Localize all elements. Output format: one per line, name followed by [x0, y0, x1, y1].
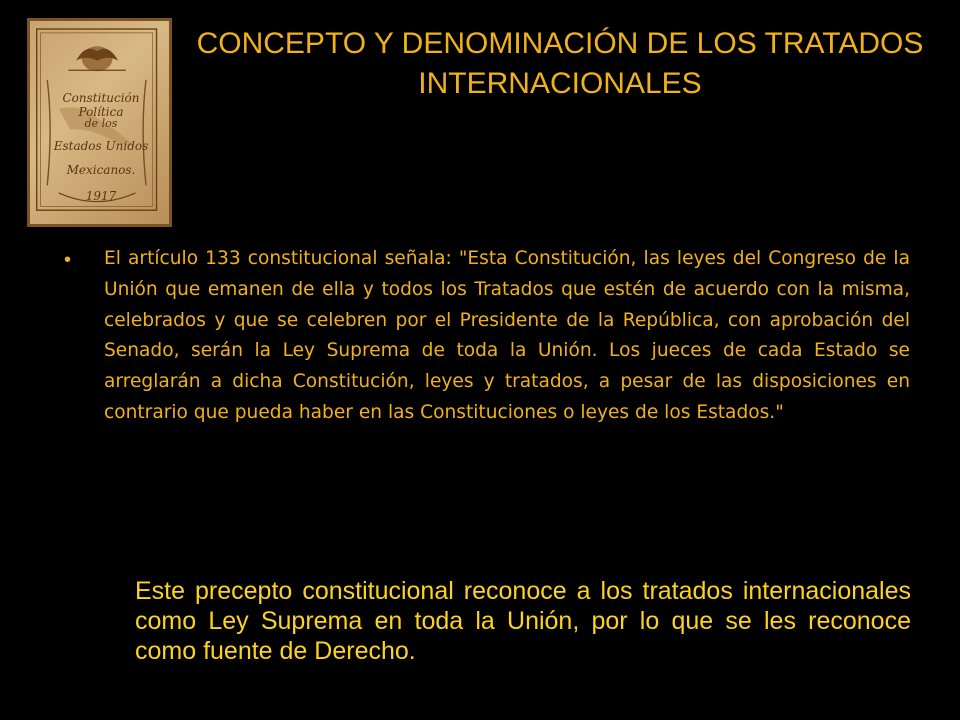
slide-title: CONCEPTO Y DENOMINACIÓN DE LOS TRATADOS INTERNACIONALES [196, 27, 924, 100]
bullet-marker: • [64, 249, 72, 271]
conclusion-note: Este precepto constitucional reconoce a los tratados internacionales como Ley Suprema en toda la Unión, por lo que se les reconoce como fuente de Derecho. [135, 577, 911, 665]
logo-line-3: Estados Unidos [53, 139, 149, 153]
logo-line-5: 1917 [85, 189, 117, 203]
logo-line-4: Mexicanos. [66, 163, 136, 177]
logo-line-2: de los [84, 117, 118, 130]
bullet-item [64, 244, 910, 429]
bullet-text-article-133: El artículo 133 constitucional señala: "Esta Constitución, las leyes del Congreso de la Unión que emanen de ella y todos los Tratados que estén de acuerdo con la misma, celebrados y que se celebren por el Presidente de la República, con aprobación del Senado, serán la Ley Suprema de toda la Unión. Los jueces de cada Estado se arreglarán a dicha Constitución, leyes y tratados, a pesar de las disposiciones en contrario que pueda haber en las Constituciones o leyes de los Estados." [104, 248, 910, 423]
constitution-1917-logo [27, 18, 172, 227]
logo-line-1: Constitución Política [62, 91, 140, 119]
